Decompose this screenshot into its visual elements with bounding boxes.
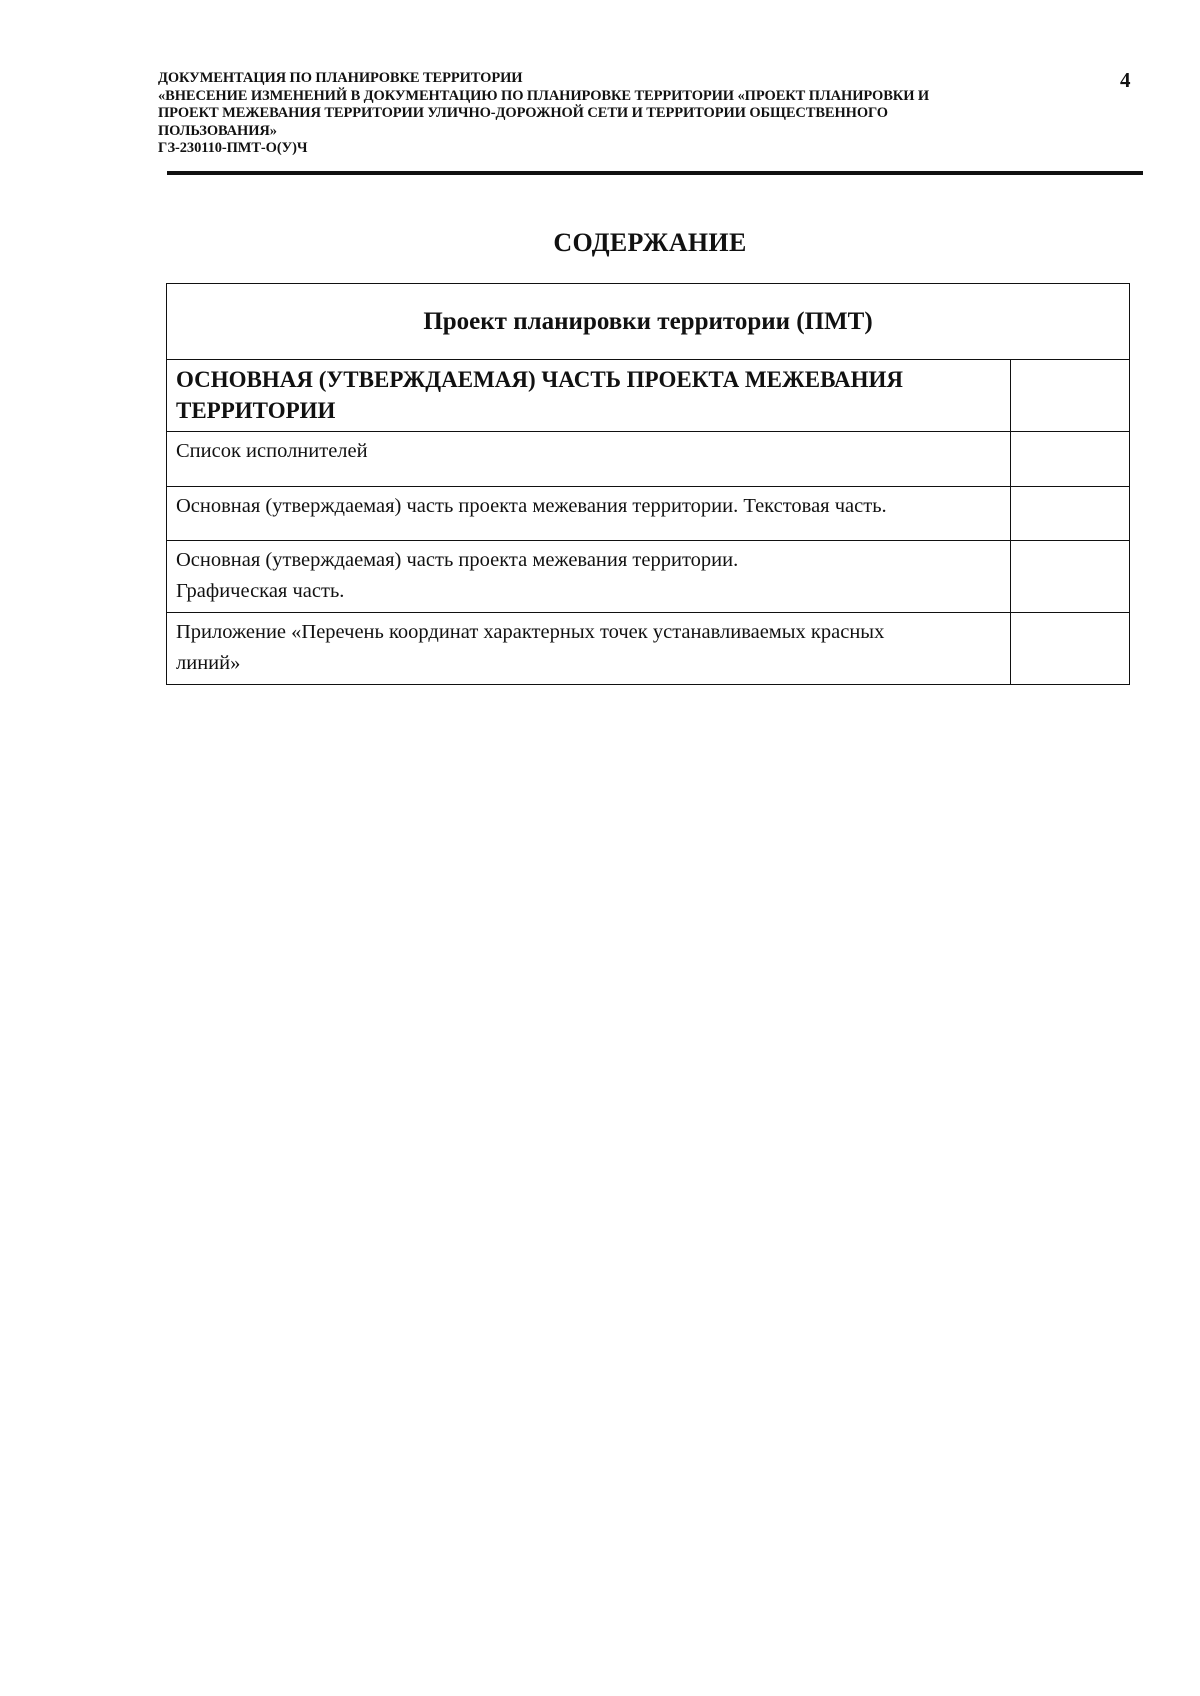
document-header xyxy=(158,70,1058,158)
table-row xyxy=(167,487,1130,541)
page-ref-cell xyxy=(1011,360,1130,432)
entry-text: Список исполнителей xyxy=(176,440,368,462)
entry-cell xyxy=(167,432,1011,487)
entry-cell xyxy=(167,487,1011,541)
page-ref-cell xyxy=(1011,613,1130,685)
contents-table xyxy=(166,283,1130,685)
page-ref-cell xyxy=(1011,541,1130,613)
header-line-4: ПОЛЬЗОВАНИЯ» xyxy=(158,122,277,139)
entry-text-line-1: Основная (утверждаемая) часть проекта межевания территории. xyxy=(176,549,739,571)
table-row xyxy=(167,432,1130,487)
entry-text-line-2: линий» xyxy=(176,652,241,674)
page-ref-cell xyxy=(1011,487,1130,541)
page-number: 4 xyxy=(1120,68,1131,92)
entry-text: Основная (утверждаемая) часть проекта межевания территории. Текстовая часть. xyxy=(176,495,887,517)
part-title-line-2: ТЕРРИТОРИИ xyxy=(176,398,336,423)
entry-cell xyxy=(167,541,1011,613)
header-divider xyxy=(167,171,1143,175)
header-line-3: ПРОЕКТ МЕЖЕВАНИЯ ТЕРРИТОРИИ УЛИЧНО-ДОРОЖНОЙ СЕТИ И ТЕРРИТОРИИ ОБЩЕСТВЕННОГО xyxy=(158,105,888,121)
document-code: ГЗ-230110-ПМТ-О(У)Ч xyxy=(158,140,308,156)
part-title-cell xyxy=(167,360,1011,432)
table-row xyxy=(167,541,1130,613)
page-ref-cell xyxy=(1011,432,1130,487)
page-title: СОДЕРЖАНИЕ xyxy=(553,228,747,257)
header-line-2: «ВНЕСЕНИЕ ИЗМЕНЕНИЙ В ДОКУМЕНТАЦИЮ ПО ПЛАНИРОВКЕ ТЕРРИТОРИИ «ПРОЕКТ ПЛАНИРОВКИ И xyxy=(158,87,930,104)
table-row xyxy=(167,360,1130,432)
entry-text-line-1: Приложение «Перечень координат характерных точек устанавливаемых красных xyxy=(176,621,885,643)
table-row xyxy=(167,613,1130,685)
entry-text-line-2: Графическая часть. xyxy=(176,580,345,602)
entry-cell xyxy=(167,613,1011,685)
section-title: Проект планировки территории (ПМТ) xyxy=(167,284,1130,360)
part-title-line-1: ОСНОВНАЯ (УТВЕРЖДАЕМАЯ) ЧАСТЬ ПРОЕКТА МЕЖЕВАНИЯ xyxy=(176,367,903,392)
table-section-header-row xyxy=(167,284,1130,360)
header-line-1: ДОКУМЕНТАЦИЯ ПО ПЛАНИРОВКЕ ТЕРРИТОРИИ xyxy=(158,70,523,86)
